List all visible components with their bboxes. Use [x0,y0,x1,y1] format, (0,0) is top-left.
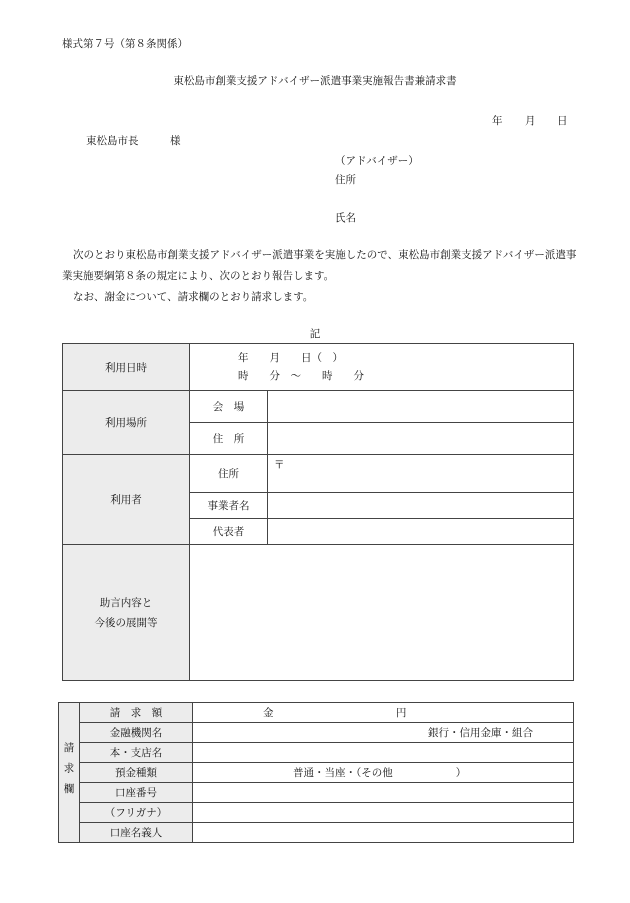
amount-field[interactable] [193,703,574,723]
account-holder-field[interactable] [193,823,574,843]
place-address-label: 住 所 [190,423,268,455]
datetime-date-line: 年 月 日（ ） [238,352,343,364]
datetime-time-line: 時 分 ～ 時 分 [238,370,364,382]
deposit-type-options: 普通・当座・（その他 ） [293,767,467,779]
business-name-label: 事業者名 [190,493,268,519]
applicant-role-label: （アドバイザー） [335,155,419,167]
user-label: 利用者 [63,455,190,545]
amount-unit: 円 [395,707,407,719]
ki-heading: 記 [309,328,321,340]
date-month-label: 月 [525,115,536,127]
amount-label: 請 求 額 [80,703,193,723]
applicant-name-label: 氏名 [335,212,356,224]
datetime-field[interactable] [190,344,574,391]
account-holder-label: 口座名義人 [80,823,193,843]
advice-label [63,545,190,681]
report-table [62,343,574,681]
claim-table [58,702,574,843]
form-number: 様式第７号（第８条関係） [62,38,188,50]
branch-label: 本・支店名 [80,743,193,763]
furigana-label: （フリガナ） [80,803,193,823]
branch-field[interactable] [193,743,574,763]
place-label: 利用場所 [63,391,190,455]
furigana-field[interactable] [193,803,574,823]
addressee: 東松島市長 [86,135,139,147]
deposit-type-field[interactable] [193,763,574,783]
deposit-type-label: 預金種類 [80,763,193,783]
representative-label: 代表者 [190,519,268,545]
representative-field[interactable] [268,519,574,545]
claim-section-label: 請求欄 [59,703,80,843]
bank-suffix: 銀行・信用金庫・組合 [428,727,533,739]
datetime-label: 利用日時 [63,344,190,391]
applicant-address-label: 住所 [335,174,356,186]
user-address-label: 住所 [190,455,268,493]
advice-field[interactable] [190,545,574,681]
postal-mark: 〒 [274,459,285,471]
honorific: 様 [170,135,181,147]
body-paragraph-1: 次のとおり東松島市創業支援アドバイザー派遣事業を実施したので、東松島市創業支援アドバイザー派遣事業実施要綱第８条の規定により、次のとおり報告します。 [62,249,577,282]
document-title: 東松島市創業支援アドバイザー派遣事業実施報告書兼請求書 [173,75,457,87]
business-name-field[interactable] [268,493,574,519]
user-address-field[interactable] [268,455,574,493]
body-paragraph-2: なお、謝金について、請求欄のとおり請求します。 [73,291,314,303]
body-text [62,245,582,308]
bank-field[interactable] [193,723,574,743]
venue-label: 会 場 [190,391,268,423]
account-number-label: 口座番号 [80,783,193,803]
date-year-label: 年 [492,115,503,127]
bank-label: 金融機関名 [80,723,193,743]
place-address-field[interactable] [268,423,574,455]
advice-label-line-1: 助言内容と [99,596,153,609]
amount-prefix: 金 [263,707,274,719]
date-day-label: 日 [557,115,568,127]
venue-field[interactable] [268,391,574,423]
account-number-field[interactable] [193,783,574,803]
advice-label-line-2: 今後の展開等 [94,616,158,629]
